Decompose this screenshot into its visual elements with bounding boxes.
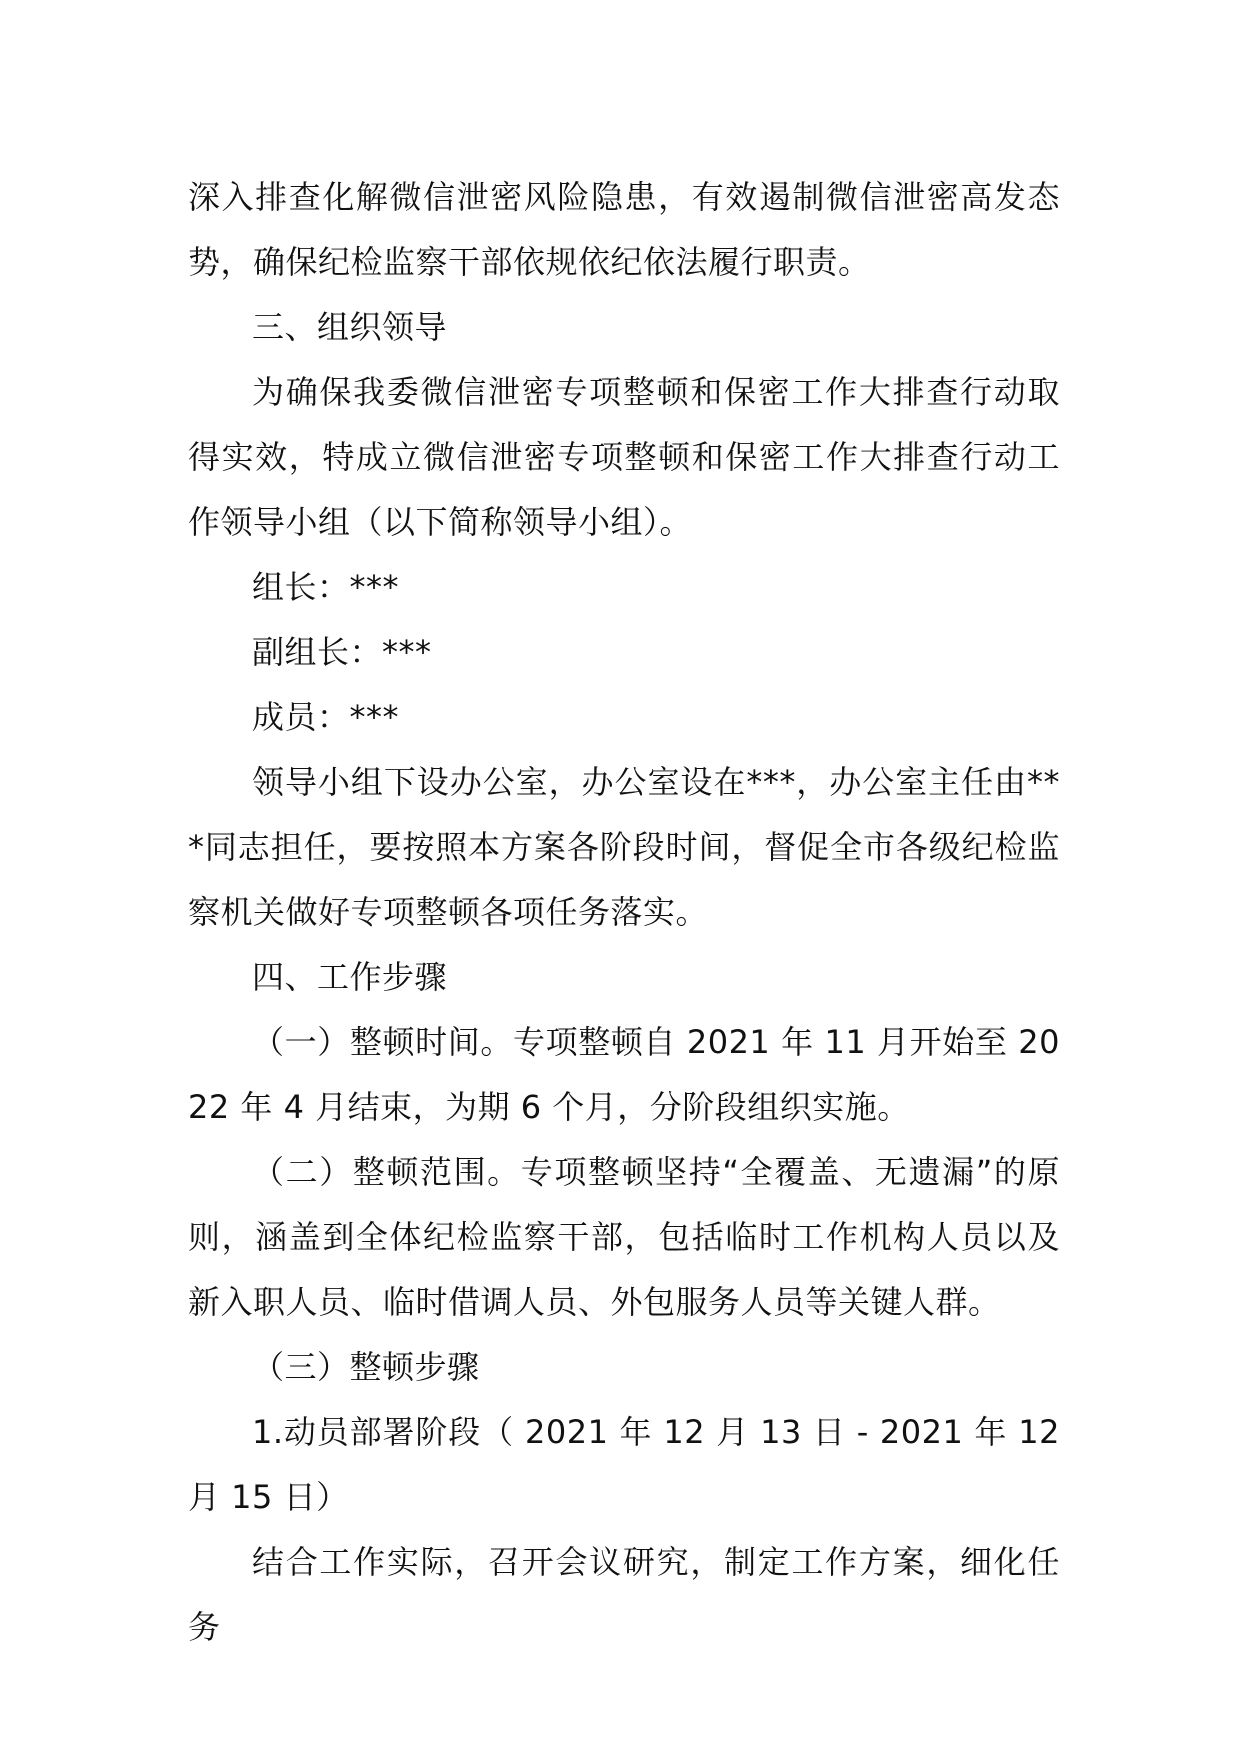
subsection-heading-rectification-steps: （三）整顿步骤 [252,1348,480,1386]
paragraph-rectification-time: （一）整顿时间。专项整顿自 2021 年 11 月开始至 2022 年 4 月结束，为期 6 个月，分阶段组织实施。 [188,1023,1060,1126]
paragraph-office: 领导小组下设办公室，办公室设在***，办公室主任由***同志担任，要按照本方案各阶段时间，督促全市各级纪检监察机关做好专项整顿各项任务落实。 [188,763,1060,931]
document-body [188,165,1060,1660]
paragraph-deputy-leader: 副组长：*** [252,633,432,671]
paragraph-organization-purpose: 为确保我委微信泄密专项整顿和保密工作大排查行动取得实效，特成立微信泄密专项整顿和保密工作大排查行动工作领导小组（以下简称领导小组）。 [188,373,1060,541]
paragraph-group-leader: 组长：*** [252,568,400,606]
paragraph-mobilization-stage: 1.动员部署阶段（ 2021 年 12 月 13 日 - 2021 年 12 月 15 日） [188,1413,1060,1516]
paragraph-members: 成员：*** [252,698,400,736]
section-heading-work-steps: 四、工作步骤 [252,958,448,996]
paragraph-intro-continued: 深入排查化解微信泄密风险隐患，有效遏制微信泄密高发态势，确保纪检监察干部依规依纪依法履行职责。 [188,178,1060,281]
section-heading-organization: 三、组织领导 [252,308,448,346]
paragraph-rectification-scope: （二）整顿范围。专项整顿坚持“全覆盖、无遗漏”的原则，涵盖到全体纪检监察干部，包括临时工作机构人员以及新入职人员、临时借调人员、外包服务人员等关键人群。 [188,1153,1060,1321]
paragraph-mobilization-details: 结合工作实际，召开会议研究，制定工作方案，细化任务 [188,1543,1060,1646]
